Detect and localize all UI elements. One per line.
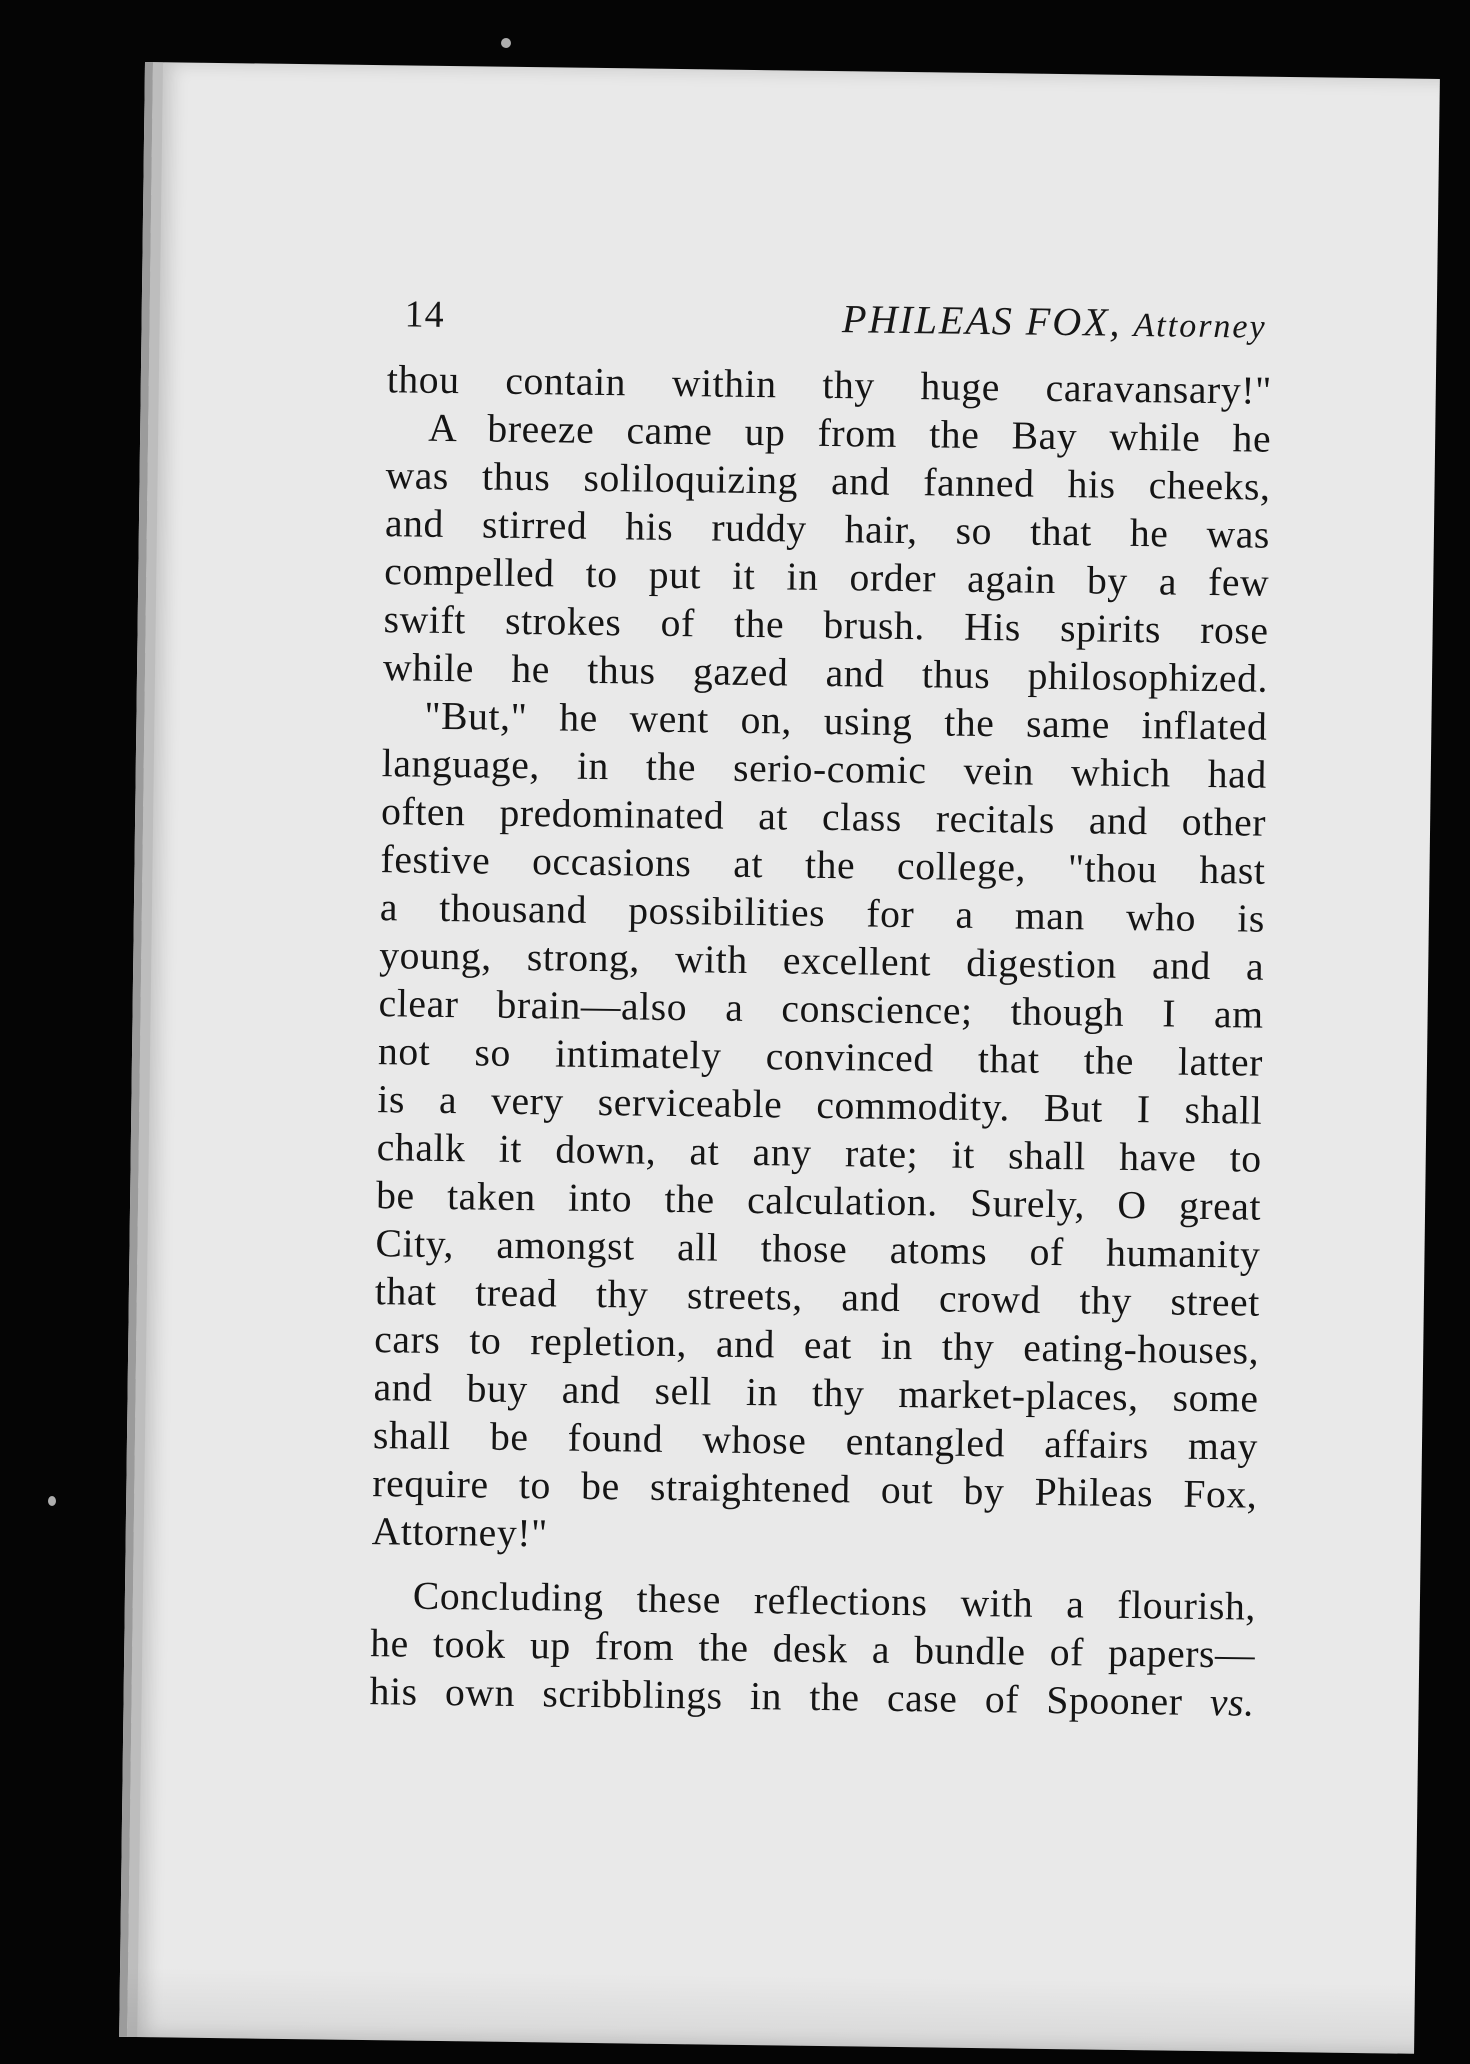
- running-head: [842, 295, 1267, 348]
- text-line: "But," he went on, using the same inflated: [424, 693, 1268, 749]
- text-line: language, in the serio-comic vein which had: [381, 741, 1268, 797]
- page-gutter: [127, 62, 163, 2037]
- page-header: [404, 289, 1267, 364]
- text-line: Attorney!": [371, 1509, 549, 1556]
- page-number: 14: [404, 293, 445, 336]
- text-line: young, strong, with excellent digestion and a: [379, 933, 1265, 989]
- text-line: often predominated at class recitals and other: [380, 789, 1267, 845]
- text-line: Concluding these reflections with a flourish,: [412, 1573, 1257, 1629]
- book-page: [119, 62, 1440, 2054]
- text-line: clear brain—also a conscience; though I am: [378, 981, 1264, 1037]
- left-speck: [48, 1496, 56, 1506]
- text-line: while he thus gazed and thus philosophized.: [382, 645, 1269, 701]
- top-speck: [501, 38, 511, 48]
- text-line: swift strokes of the brush. His spirits rose: [383, 597, 1269, 653]
- text-line: festive occasions at the college, "thou hast: [380, 837, 1266, 893]
- book-text: [369, 355, 1272, 1726]
- text-line: chalk it down, at any rate; it shall have to: [376, 1125, 1263, 1181]
- page-bottom-shadow: [127, 1967, 1415, 2054]
- text-line: be taken into the calculation. Surely, O great: [375, 1173, 1262, 1229]
- text-line: thou contain within thy huge caravansary!": [386, 357, 1273, 413]
- text-line: A breeze came up from the Bay while he: [427, 405, 1272, 461]
- text-line: he took up from the desk a bundle of papers—: [370, 1621, 1256, 1677]
- text-line: was thus soliloquizing and fanned his cheeks,: [385, 453, 1271, 509]
- final-text-line: [369, 1667, 1255, 1727]
- text-line: cars to repletion, and eat in thy eating-houses,: [374, 1317, 1260, 1373]
- text-line: compelled to put it in order again by a few: [384, 549, 1270, 605]
- text-line: and stirred his ruddy hair, so that he was: [384, 501, 1271, 557]
- text-line: that tread thy streets, and crowd thy street: [374, 1269, 1261, 1325]
- text-line: shall be found whose entangled affairs may: [372, 1413, 1259, 1469]
- text-line: City, amongst all those atoms of humanity: [375, 1221, 1261, 1277]
- text-line: and buy and sell in thy market-places, some: [373, 1365, 1259, 1421]
- text-line: a thousand possibilities for a man who is: [379, 885, 1266, 941]
- final-line-italic-vs: vs.: [1209, 1680, 1255, 1725]
- final-line-main: his own scribblings in the case of Spooner: [369, 1669, 1183, 1724]
- text-line: is a very serviceable commodity. But I shall: [377, 1077, 1263, 1133]
- text-line: require to be straightened out by Phileas Fox,: [372, 1461, 1258, 1517]
- text-line: not so intimately convinced that the latter: [377, 1029, 1264, 1085]
- running-head-subtitle: Attorney: [1133, 306, 1267, 346]
- running-head-title: PHILEAS FOX,: [841, 296, 1122, 345]
